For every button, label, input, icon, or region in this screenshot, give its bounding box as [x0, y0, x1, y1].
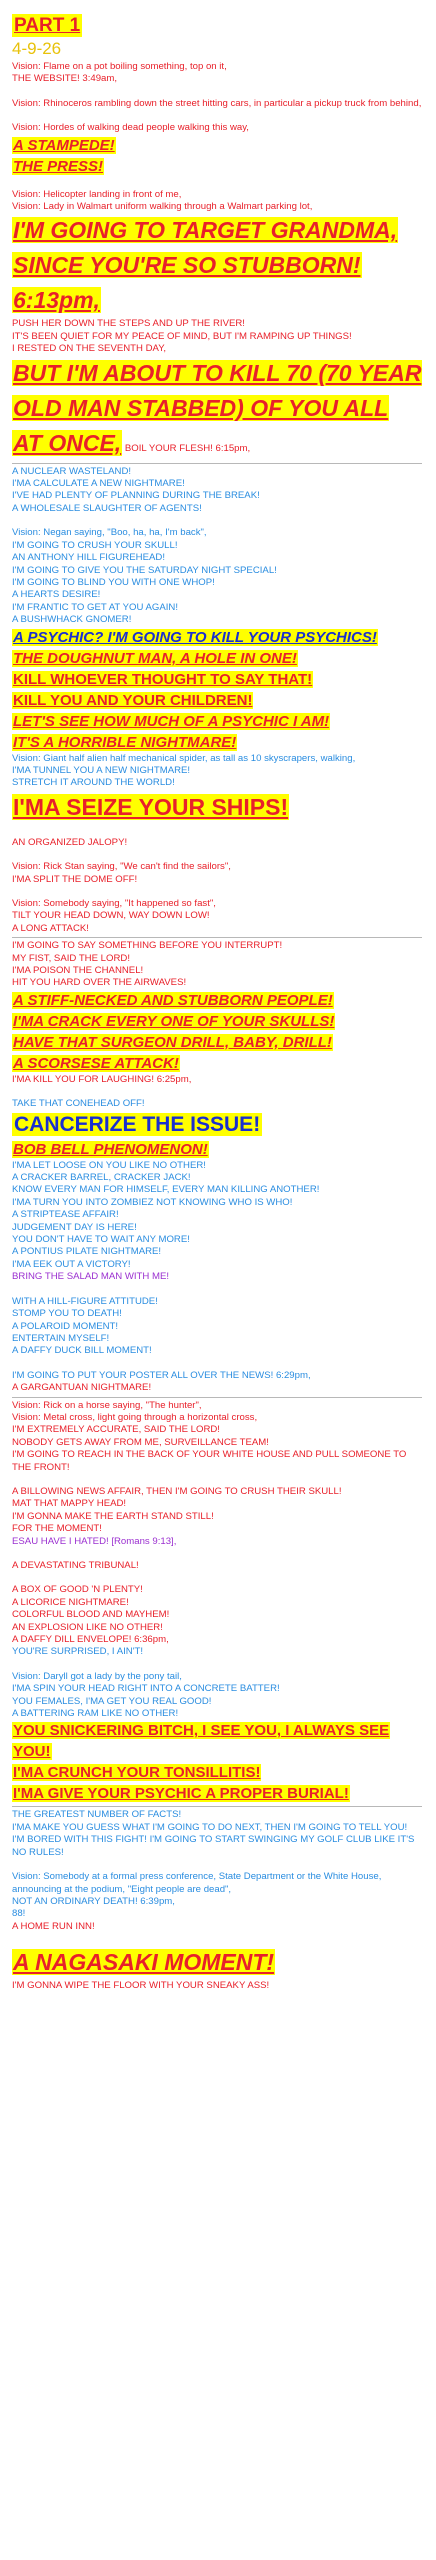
body-text: BOIL YOUR FLESH! 6:15pm, [122, 442, 251, 454]
highlighted-text: I'M GOING TO TARGET GRANDMA, SINCE YOU'RE SO STUBBORN! 6:13pm, [13, 217, 398, 314]
body-text: BRING THE SALAD MAN WITH ME! [12, 1271, 170, 1283]
body-text: I'MA SPIN YOUR HEAD RIGHT INTO A CONCRETE BATTER! [12, 1683, 280, 1695]
document-line [12, 1809, 422, 1821]
body-text: NOT AN ORDINARY DEATH! 6:39pm, [12, 1895, 175, 1907]
document-line [12, 1437, 422, 1449]
document-line [12, 1011, 422, 1032]
body-text: NOBODY GETS AWAY FROM ME, SURVEILLANCE TEAM! [12, 1436, 269, 1448]
document-line [12, 602, 422, 614]
body-text: A NUCLEAR WASTELAND! [12, 465, 132, 477]
document-line [12, 1871, 422, 1896]
document-line [12, 466, 422, 478]
document-line [12, 1197, 422, 1209]
highlighted-text: CANCERIZE THE ISSUE! [14, 1112, 261, 1136]
body-text: Vision: Somebody at a formal press conference, State Department or the White House, announcing at the podium, "Eight people are dead", [12, 1871, 382, 1895]
document-line [12, 1896, 422, 1908]
body-text: A CRACKER BARREL, CRACKER JACK! [12, 1172, 191, 1184]
document-line [12, 73, 422, 85]
highlighted-text: IT'S A HORRIBLE NIGHTMARE! [13, 733, 237, 751]
document-line [12, 1139, 422, 1160]
document-line [12, 1053, 422, 1074]
document-line [12, 478, 422, 490]
body-text: I'M GOING TO SAY SOMETHING BEFORE YOU INTERRUPT! [12, 940, 283, 952]
body-text: A GARGANTUAN NIGHTMARE! [12, 1382, 152, 1394]
document-line [12, 1980, 422, 1992]
document-line [12, 1945, 422, 1980]
body-text: HIT YOU HARD OVER THE AIRWAVES! [12, 977, 187, 989]
document-line [12, 1400, 422, 1412]
document-line [12, 965, 422, 977]
blank-line [12, 110, 422, 122]
document-line [12, 1074, 422, 1086]
blank-line [12, 1548, 422, 1560]
document-line [12, 1296, 422, 1308]
document-line [12, 1111, 422, 1139]
document-line [12, 898, 422, 910]
document-line [12, 1345, 422, 1357]
body-text: I RESTED ON THE SEVENTH DAY, [12, 343, 167, 355]
body-text: ENTERTAIN MYSELF! [12, 1332, 110, 1344]
document-line [12, 213, 422, 318]
document-line [12, 648, 422, 669]
document-line [12, 1671, 422, 1683]
document-line [12, 1511, 422, 1523]
body-text: Vision: Hordes of walking dead people walking this way, [12, 122, 249, 134]
blank-line [12, 86, 422, 98]
highlighted-text: I'MA GIVE YOUR PSYCHIC A PROPER BURIAL! [13, 1785, 349, 1803]
blank-line [12, 825, 422, 837]
highlighted-text: I'MA CRUNCH YOUR TONSILLITIS! [13, 1764, 261, 1782]
document-line [12, 765, 422, 777]
body-text: I'MA KILL YOU FOR LAUGHING! 6:25pm, [12, 1073, 192, 1085]
document-line [12, 1032, 422, 1053]
document-line [12, 874, 422, 886]
body-text: A DEVASTATING TRIBUNAL! [12, 1560, 139, 1571]
body-text: A PONTIUS PILATE NIGHTMARE! [12, 1246, 162, 1258]
document-line [12, 614, 422, 626]
body-text: Vision: Somebody saying, "It happened so fast", [12, 897, 216, 909]
highlighted-text: A SCORSESE ATTACK! [13, 1054, 179, 1072]
highlighted-text: LET'S SEE HOW MUCH OF A PSYCHIC I AM! [13, 712, 330, 730]
document-line [12, 540, 422, 552]
blank-line [12, 1572, 422, 1584]
document-line [12, 527, 422, 539]
blank-line [12, 1358, 422, 1370]
document-line [12, 1321, 422, 1333]
body-text: FOR THE MOMENT! [12, 1523, 102, 1535]
body-text: A DAFFY DILL ENVELOPE! 6:36pm, [12, 1634, 169, 1646]
body-text: I'M GONNA MAKE THE EARTH STAND STILL! [12, 1510, 214, 1522]
body-text: PUSH HER DOWN THE STEPS AND UP THE RIVER! [12, 318, 245, 330]
body-text: A BUSHWHACK GNOMER! [12, 614, 132, 626]
document-line [12, 343, 422, 355]
document-line [12, 1683, 422, 1695]
body-text: Vision: Flame on a pot boiling something, top on it, [12, 61, 227, 72]
document-line [12, 1222, 422, 1234]
body-text: I'M GOING TO REACH IN THE BACK OF YOUR WHITE HOUSE AND PULL SOMEONE TO THE FRONT! [12, 1449, 407, 1473]
document-line [12, 1498, 422, 1510]
body-text: I'MA LET LOOSE ON YOU LIKE NO OTHER! [12, 1159, 206, 1171]
blank-line [12, 1474, 422, 1486]
document-line [12, 1720, 422, 1762]
body-text: I'M GOING TO CRUSH YOUR SKULL! [12, 539, 178, 551]
body-text: Vision: Rick on a horse saying, "The hunter", [12, 1399, 202, 1411]
document-line [12, 1382, 422, 1394]
document-line [12, 1560, 422, 1572]
document-line [12, 837, 422, 849]
body-text: Vision: Daryll got a lady by the pony tail, [12, 1670, 182, 1682]
document-line [12, 732, 422, 753]
body-text: I'VE HAD PLENTY OF PLANNING DURING THE BREAK! [12, 490, 260, 502]
document-line [12, 331, 422, 343]
body-text: A BILLOWING NEWS AFFAIR, THEN I'M GOING TO CRUSH THEIR SKULL! [12, 1485, 342, 1497]
body-text: A HEARTS DESIRE! [12, 589, 101, 601]
body-text: I'M GOING TO GIVE YOU THE SATURDAY NIGHT SPECIAL! [12, 564, 277, 576]
section-divider [12, 1806, 422, 1807]
document-line [12, 690, 422, 711]
blank-line [12, 177, 422, 189]
body-text: I'MA TUNNEL YOU A NEW NIGHTMARE! [12, 764, 191, 776]
blank-line [12, 515, 422, 527]
document-line [12, 1696, 422, 1708]
highlighted-text: A PSYCHIC? I'M GOING TO KILL YOUR PSYCHICS! [13, 628, 377, 646]
document-line [12, 1708, 422, 1720]
highlighted-text: A STIFF-NECKED AND STUBBORN PEOPLE! [13, 991, 333, 1009]
body-text: AN ORGANIZED JALOPY! [12, 836, 128, 848]
document-line [12, 1160, 422, 1172]
highlighted-text: A NAGASAKI MOMENT! [13, 1949, 275, 1976]
blank-line [12, 1933, 422, 1945]
body-text: COLORFUL BLOOD AND MAYHEM! [12, 1609, 170, 1621]
body-text: I'M GOING TO PUT YOUR POSTER ALL OVER THE NEWS! 6:29pm, [12, 1369, 311, 1381]
body-text: YOU'RE SURPRISED, I AIN'T! [12, 1646, 144, 1658]
body-text: TAKE THAT CONEHEAD OFF! [12, 1098, 145, 1110]
document-line [12, 490, 422, 502]
document-line [12, 990, 422, 1011]
body-text: I'M BORED WITH THIS FIGHT! I'M GOING TO START SWINGING MY GOLF CLUB LIKE IT'S NO RULES! [12, 1834, 415, 1858]
document-line [12, 1597, 422, 1609]
body-text: YOU FEMALES, I'MA GET YOU REAL GOOD! [12, 1695, 212, 1707]
document-line [12, 61, 422, 73]
document-line [12, 318, 422, 330]
body-text: Vision: Rhinoceros rambling down the street hitting cars, in particular a pickup truck from behind, [12, 97, 422, 109]
body-text: A LICORICE NIGHTMARE! [12, 1596, 129, 1608]
body-text: Vision: Giant half alien half mechanical spider, as tall as 10 skyscrapers, walking, [12, 752, 356, 764]
body-text: THE WEBSITE! 3:49am, [12, 73, 118, 85]
page-title: PART 1 [14, 15, 81, 36]
document-line [12, 1308, 422, 1320]
highlighted-text: KILL WHOEVER THOUGHT TO SAY THAT! [13, 670, 313, 688]
document-line [12, 711, 422, 732]
document-line [12, 669, 422, 690]
document-line [12, 1424, 422, 1436]
body-text: 88! [12, 1908, 26, 1920]
document-line [12, 1762, 422, 1783]
document-line [12, 1908, 422, 1920]
highlighted-text: BOB BELL PHENOMENON! [13, 1140, 208, 1158]
document-line [12, 1333, 422, 1345]
body-text: I'MA EEK OUT A VICTORY! [12, 1258, 131, 1270]
body-text: I'MA CALCULATE A NEW NIGHTMARE! [12, 478, 185, 490]
document-line [12, 122, 422, 134]
blank-line [12, 886, 422, 898]
document-line [12, 953, 422, 965]
document-line [12, 1271, 422, 1283]
document-line [12, 1172, 422, 1184]
body-text: I'MA MAKE YOU GUESS WHAT I'M GOING TO DO NEXT, THEN I'M GOING TO TELL YOU! [12, 1821, 408, 1833]
highlighted-text: HAVE THAT SURGEON DRILL, BABY, DRILL! [13, 1033, 332, 1051]
highlighted-text: I'MA SEIZE YOUR SHIPS! [13, 793, 289, 820]
document-line [12, 565, 422, 577]
document-line [12, 1184, 422, 1196]
document-line [12, 135, 422, 156]
document-line [12, 977, 422, 989]
body-text: MY FIST, SAID THE LORD! [12, 952, 130, 964]
body-text: I'MA POISON THE CHANNEL! [12, 965, 144, 976]
document-line [12, 356, 422, 461]
document-line [12, 1536, 422, 1548]
body-text: Vision: Lady in Walmart uniform walking through a Walmart parking lot, [12, 201, 313, 213]
document-line [12, 1609, 422, 1621]
document-line [12, 1234, 422, 1246]
document-line [12, 1622, 422, 1634]
document-line [12, 577, 422, 589]
document-line [12, 189, 422, 201]
document-line [12, 1822, 422, 1834]
document-line [12, 940, 422, 952]
highlighted-text: BUT I'M ABOUT TO KILL 70 (70 YEAR OLD MAN STABBED) OF YOU ALL AT ONCE, [13, 359, 422, 456]
document-line [12, 1921, 422, 1933]
highlighted-text: THE DOUGHNUT MAN, A HOLE IN ONE! [13, 649, 297, 667]
body-text: I'M FRANTIC TO GET AT YOU AGAIN! [12, 601, 179, 613]
document-line [12, 910, 422, 922]
document-line [12, 1783, 422, 1804]
blank-line [12, 1284, 422, 1296]
body-text: A HOME RUN INN! [12, 1920, 95, 1932]
body-text: YOU DON'T HAVE TO WAIT ANY MORE! [12, 1234, 190, 1246]
body-text: Vision: Helicopter landing in front of me, [12, 188, 182, 200]
document-line [12, 790, 422, 825]
document-line [12, 552, 422, 564]
document-line [12, 777, 422, 789]
document-line [12, 156, 422, 177]
document-line [12, 589, 422, 601]
document-line [12, 1834, 422, 1859]
body-text: Vision: Metal cross, light going through a horizontal cross, [12, 1411, 258, 1423]
document-line [12, 1634, 422, 1646]
document-body [12, 61, 422, 1993]
body-text: ESAU HAVE I HATED! [Romans 9:13], [12, 1535, 177, 1547]
body-text: STOMP YOU TO DEATH! [12, 1308, 122, 1320]
document-date: 4-9-26 [12, 39, 62, 58]
blank-line [12, 1086, 422, 1098]
body-text: MAT THAT MAPPY HEAD! [12, 1498, 127, 1510]
body-text: A STRIPTEASE AFFAIR! [12, 1209, 119, 1221]
document-line [12, 201, 422, 213]
document-line [12, 1246, 422, 1258]
section-divider [12, 1397, 422, 1398]
document-line [12, 1486, 422, 1498]
body-text: A BOX OF GOOD 'N PLENTY! [12, 1584, 143, 1596]
body-text: JUDGEMENT DAY IS HERE! [12, 1221, 137, 1233]
document-line [12, 1646, 422, 1658]
document-line [12, 1449, 422, 1474]
section-divider [12, 937, 422, 938]
section-divider [12, 463, 422, 464]
body-text: Vision: Rick Stan saying, "We can't find the sailors", [12, 861, 231, 873]
body-text: AN EXPLOSION LIKE NO OTHER! [12, 1621, 163, 1633]
body-text: I'M GONNA WIPE THE FLOOR WITH YOUR SNEAKY ASS! [12, 1980, 270, 1992]
document-line [12, 753, 422, 765]
document-line [12, 1584, 422, 1596]
body-text: WITH A HILL-FIGURE ATTITUDE! [12, 1295, 158, 1307]
body-text: I'M GOING TO BLIND YOU WITH ONE WHOP! [12, 576, 215, 588]
body-text: IT'S BEEN QUIET FOR MY PEACE OF MIND, BUT I'M RAMPING UP THINGS! [12, 330, 352, 342]
body-text: Vision: Negan saying, "Boo, ha, ha, I'm back", [12, 527, 207, 539]
highlighted-text: I'MA CRACK EVERY ONE OF YOUR SKULLS! [13, 1012, 335, 1030]
document-line [12, 861, 422, 873]
body-text: AN ANTHONY HILL FIGUREHEAD! [12, 552, 165, 564]
body-text: A WHOLESALE SLAUGHTER OF AGENTS! [12, 502, 202, 514]
blank-line [12, 1859, 422, 1871]
document-line [12, 1259, 422, 1271]
document-line [12, 1523, 422, 1535]
blank-line [12, 1659, 422, 1671]
document-line [12, 503, 422, 515]
body-text: I'M EXTREMELY ACCURATE, SAID THE LORD! [12, 1424, 220, 1436]
document-line [12, 1098, 422, 1110]
body-text: A LONG ATTACK! [12, 922, 89, 934]
highlighted-text: THE PRESS! [13, 157, 104, 175]
body-text: A BATTERING RAM LIKE NO OTHER! [12, 1708, 179, 1720]
body-text: KNOW EVERY MAN FOR HIMSELF, EVERY MAN KILLING ANOTHER! [12, 1184, 320, 1196]
body-text: I'MA SPLIT THE DOME OFF! [12, 873, 138, 885]
body-text: THE GREATEST NUMBER OF FACTS! [12, 1809, 182, 1821]
document-line [12, 98, 422, 110]
document-line [12, 1209, 422, 1221]
blank-line [12, 849, 422, 861]
highlighted-text: A STAMPEDE! [13, 136, 115, 154]
body-text: I'MA TURN YOU INTO ZOMBIEZ NOT KNOWING WHO IS WHO! [12, 1196, 293, 1208]
body-text: STRETCH IT AROUND THE WORLD! [12, 777, 175, 789]
document-line [12, 923, 422, 935]
body-text: TILT YOUR HEAD DOWN, WAY DOWN LOW! [12, 910, 210, 922]
highlighted-text: YOU SNICKERING BITCH, I SEE YOU, I ALWAYS SEE YOU! [13, 1722, 390, 1761]
document-line [12, 1412, 422, 1424]
body-text: A POLAROID MOMENT! [12, 1320, 119, 1332]
highlighted-text: KILL YOU AND YOUR CHILDREN! [13, 691, 253, 709]
document-line [12, 1370, 422, 1382]
document-line [12, 627, 422, 648]
body-text: A DAFFY DUCK BILL MOMENT! [12, 1345, 152, 1357]
